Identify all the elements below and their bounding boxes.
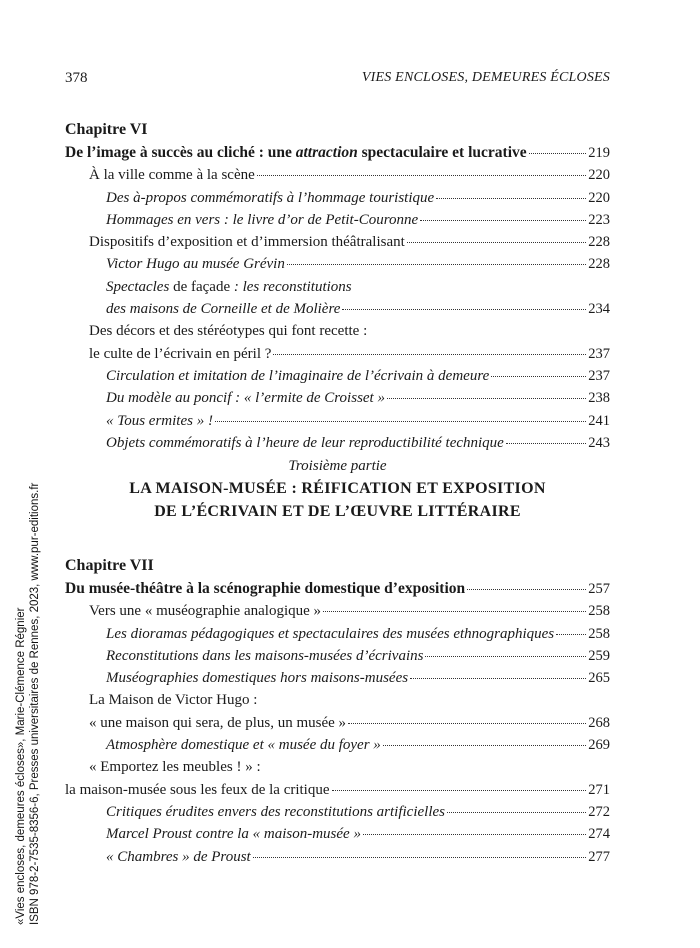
page-ref: 268: [588, 714, 610, 731]
entry-text: Critiques érudites envers des reconstitutions artificielles: [106, 803, 445, 820]
dot-leader: [383, 744, 586, 746]
page-ref: 237: [588, 345, 610, 362]
page-ref: 223: [588, 211, 610, 228]
toc-entry: [65, 600, 610, 622]
toc-entry: [65, 164, 610, 186]
entry-text: Circulation et imitation de l’imaginaire de l’écrivain à demeure: [106, 367, 490, 384]
page-ref: 274: [588, 826, 610, 843]
page-ref: 228: [588, 234, 610, 251]
entry-text: Muséographies domestiques hors maisons-musées: [106, 670, 409, 687]
entry-text: « une maison qui sera, de plus, un musée »: [89, 714, 347, 731]
dot-leader: [257, 174, 586, 176]
dot-leader: [491, 375, 586, 377]
page-ref: 265: [588, 670, 610, 687]
dot-leader: [556, 633, 586, 635]
entry-text: le culte de l’écrivain en péril ?: [89, 345, 272, 362]
page-header: [65, 70, 610, 94]
toc-entry: [65, 343, 610, 365]
toc-entry: [65, 187, 610, 209]
toc-entry: [65, 253, 610, 275]
dot-leader: [253, 856, 587, 858]
toc-entry: [65, 779, 610, 801]
page-ref: 220: [588, 189, 610, 206]
toc-entry-line1: Spectacles de façade : les reconstitutions: [106, 278, 352, 295]
page-ref: 243: [588, 434, 610, 451]
chapter-title: De l’image à succès au cliché : une attraction spectaculaire et lucrative: [65, 144, 527, 161]
chapter-label: Chapitre VI: [65, 121, 148, 138]
toc-entry: [65, 432, 610, 454]
entry-text: Du modèle au poncif : « l’ermite de Croisset »: [106, 390, 385, 407]
dot-leader: [407, 241, 586, 243]
entry-text: « Chambres » de Proust: [106, 848, 251, 865]
page-ref: 219: [588, 145, 610, 161]
entry-text: Reconstitutions dans les maisons-musées d’écrivains: [106, 647, 424, 664]
page-number: 378: [65, 70, 88, 86]
entry-text: À la ville comme à la scène: [89, 167, 255, 184]
page-ref: 269: [588, 737, 610, 754]
sidebar-line1: «Vies encloses, demeures écloses», Marie-Clémence Régnier: [15, 607, 27, 925]
toc-entry: [65, 645, 610, 667]
dot-leader: [215, 420, 586, 422]
page-ref: 237: [588, 367, 610, 384]
chapter-label: Chapitre VII: [65, 557, 154, 574]
entry-text: Hommages en vers : le livre d’or de Petit-Couronne: [106, 211, 419, 228]
page-ref: 272: [588, 803, 610, 820]
chapter-title-line: [65, 142, 610, 164]
toc-entry: [65, 712, 610, 734]
entry-text: Les dioramas pédagogiques et spectaculaires des musées ethnographiques: [106, 625, 555, 642]
sidebar-line2: ISBN 978-2-7535-8356-6, Presses universitaires de Rennes, 2023, www.pur-editions.fr: [29, 482, 41, 925]
toc-entry: [65, 365, 610, 387]
copyright-sidebar: [14, 405, 42, 925]
toc-entry-line1: « Emportez les meubles ! » :: [89, 759, 261, 776]
dot-leader: [425, 655, 586, 657]
page-ref: 277: [588, 848, 610, 865]
entry-text: « Tous ermites » !: [106, 412, 213, 429]
dot-leader: [332, 789, 587, 791]
dot-leader: [342, 308, 586, 310]
toc-entry: [65, 823, 610, 845]
toc-entry: [65, 410, 610, 432]
part-heading: [65, 455, 610, 523]
toc-entry: [65, 231, 610, 253]
dot-leader: [529, 152, 587, 154]
entry-text: Dispositifs d’exposition et d’immersion théâtralisant: [89, 234, 405, 251]
entry-text: Atmosphère domestique et « musée du foyer »: [106, 737, 381, 754]
page-ref: 259: [588, 647, 610, 664]
dot-leader: [363, 833, 586, 835]
page-ref: 238: [588, 390, 610, 407]
entry-text: la maison-musée sous les feux de la critique: [65, 781, 330, 798]
dot-leader: [447, 811, 586, 813]
part-title-line2: DE L’ÉCRIVAIN ET DE L’ŒUVRE LITTÉRAIRE: [154, 503, 521, 520]
page-ref: 220: [588, 167, 610, 184]
toc-entry: [65, 209, 610, 231]
dot-leader: [436, 197, 586, 199]
dot-leader: [273, 353, 586, 355]
dot-leader: [387, 397, 586, 399]
toc-chapter-7: [65, 553, 610, 868]
part-title-line1: LA MAISON-MUSÉE : RÉIFICATION ET EXPOSITION: [129, 480, 546, 497]
running-title: VIES ENCLOSES, DEMEURES ÉCLOSES: [361, 70, 610, 85]
entry-text: Des à-propos commémoratifs à l’hommage touristique: [106, 189, 435, 206]
page-ref: 257: [588, 581, 610, 597]
toc-entry: [65, 623, 610, 645]
toc-entry: [65, 298, 610, 320]
dot-leader: [323, 610, 586, 612]
toc-chapter-6: [65, 117, 610, 454]
page-ref: 258: [588, 625, 610, 642]
dot-leader: [506, 442, 586, 444]
dot-leader: [467, 588, 586, 590]
toc-entry-line1: La Maison de Victor Hugo :: [89, 692, 258, 709]
entry-text: Vers une « muséographie analogique »: [89, 603, 322, 620]
dot-leader: [420, 219, 586, 221]
entry-text: Objets commémoratifs à l’heure de leur reproductibilité technique: [106, 434, 504, 451]
chapter-title: Du musée-théâtre à la scénographie domestique d’exposition: [65, 580, 466, 597]
toc-entry: [65, 801, 610, 823]
page-ref: 271: [588, 781, 610, 798]
page-ref: 241: [588, 412, 610, 429]
dot-leader: [287, 263, 586, 265]
page-ref: 228: [588, 256, 610, 273]
dot-leader: [410, 677, 586, 679]
page-ref: 258: [588, 603, 610, 620]
entry-text: Marcel Proust contre la « maison-musée »: [106, 826, 361, 843]
toc-entry: [65, 734, 610, 756]
toc-entry: [65, 667, 610, 689]
entry-text: Victor Hugo au musée Grévin: [106, 256, 285, 273]
toc-entry-line1: Des décors et des stéréotypes qui font recette :: [89, 323, 368, 340]
page-ref: 234: [588, 301, 610, 318]
entry-text: des maisons de Corneille et de Molière: [106, 301, 341, 318]
chapter-title-line: [65, 578, 610, 600]
toc-entry: [65, 846, 610, 868]
dot-leader: [348, 722, 586, 724]
toc-entry: [65, 387, 610, 409]
part-label: Troisième partie: [288, 458, 387, 474]
